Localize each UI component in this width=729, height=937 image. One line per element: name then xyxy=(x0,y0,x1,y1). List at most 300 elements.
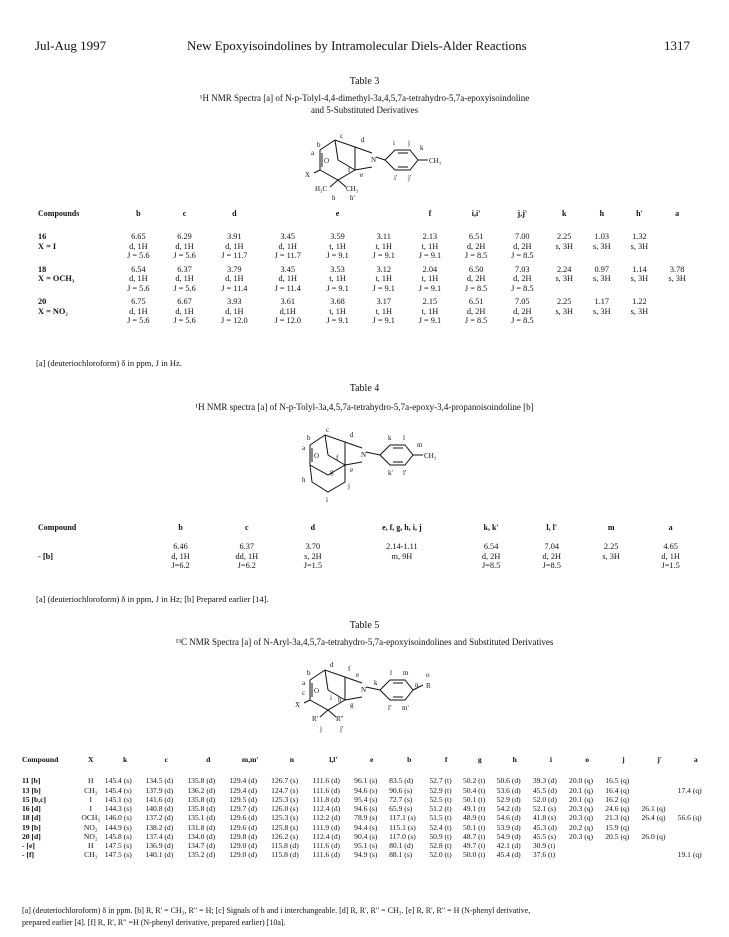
table-cell: 3.61 xyxy=(280,297,296,307)
table-cell: 0.97 xyxy=(594,264,610,274)
table-cell xyxy=(658,307,696,317)
label-h: h xyxy=(302,476,306,484)
table-cell: 147.5 (s) xyxy=(104,841,132,850)
table-cell: t, 1H xyxy=(375,274,393,284)
table-cell: 24.6 (q) xyxy=(605,804,630,813)
table-cell: s, 3H xyxy=(630,241,649,251)
column-header: b xyxy=(407,755,412,764)
table3-nmr-data xyxy=(36,209,696,326)
table-cell: 95.1 (s) xyxy=(354,841,378,850)
table-cell: s, 3H xyxy=(630,274,649,284)
table-cell: 111.6 (d) xyxy=(312,850,340,860)
table-cell: 137.2 (d) xyxy=(145,813,174,823)
label-e: e xyxy=(360,171,364,179)
table-cell: d, 1H xyxy=(175,241,194,251)
table3-footnote: [a] (deuteriochloroform) δ in ppm, J in Hz. xyxy=(36,358,182,368)
table-cell: s, 3H xyxy=(555,306,573,316)
table-cell: J=1.5 xyxy=(661,561,680,571)
label-h3c: H₃C xyxy=(315,185,328,193)
label-k: k xyxy=(388,434,392,442)
table-cell: 11 [b] xyxy=(22,776,41,786)
table-cell: 50.9 (t) xyxy=(429,831,452,841)
column-header: Compound xyxy=(22,755,59,764)
table-cell: NO₂ xyxy=(83,831,98,841)
table-cell xyxy=(569,841,605,850)
table-row xyxy=(22,804,714,813)
table-row xyxy=(36,251,696,263)
table-cell: 126.2 (s) xyxy=(271,831,299,841)
table-cell: 129.6 (d) xyxy=(229,822,258,832)
label-r: R xyxy=(426,682,431,690)
table-cell: J = 11.4 xyxy=(221,283,248,293)
table-cell: J = 5.6 xyxy=(127,283,150,293)
table-cell: 51.2 (t) xyxy=(429,804,452,813)
table-cell: s, 3H xyxy=(555,241,573,251)
table-cell: 7.05 xyxy=(515,297,530,307)
table-cell: 145.1 (s) xyxy=(104,794,132,804)
column-header: Compound xyxy=(38,523,77,532)
table-cell: 117.1 (s) xyxy=(389,813,416,823)
table-row xyxy=(22,770,714,785)
table-cell xyxy=(36,284,115,296)
table-cell: 111.6 (d) xyxy=(312,841,340,850)
table-cell: 94.6 (s) xyxy=(354,804,378,813)
label-c: c xyxy=(302,689,306,697)
column-header: h xyxy=(599,209,605,218)
label-i: i xyxy=(393,139,395,147)
column-header: m xyxy=(607,523,615,532)
table-cell: 49.7 (t) xyxy=(462,841,486,850)
table-row xyxy=(22,823,714,832)
table-cell: H xyxy=(87,776,94,786)
table-cell: 48.7 (t) xyxy=(462,831,486,841)
label-n: N xyxy=(371,156,377,164)
label-o: O xyxy=(314,687,320,695)
table3-caption-line1: ¹H NMR Spectra [a] of N-p-Tolyl-4,4-dimethyl-3a,4,5,7a-tetrahydro-5,7a-epoxyisoindoline xyxy=(199,93,530,103)
table-cell: 2.15 xyxy=(422,297,438,307)
table-cell: J = 8.5 xyxy=(511,251,534,261)
table-cell: 52.4 (t) xyxy=(429,822,452,832)
column-header: i xyxy=(549,755,552,764)
table-cell: t, 1H xyxy=(421,306,439,316)
table-cell: 135.2 (d) xyxy=(187,850,216,860)
table-cell xyxy=(36,251,115,263)
page-number: 1317 xyxy=(664,38,690,53)
column-header: d xyxy=(310,523,316,532)
table-cell: 135.1 (d) xyxy=(187,813,216,823)
table5-footnote-line1: [a] (deuteriochloroform) δ in ppm. [b] R, R' = CH₃, R" = H; [c] Signals of h and i interchangeable. [d] R, R', R" = CH₃. [e] R, R', R" = H (N-phenyl derivative, xyxy=(22,906,531,915)
table-cell xyxy=(582,561,640,571)
table-row xyxy=(22,795,714,804)
table-cell xyxy=(605,841,641,850)
table-cell: 3.17 xyxy=(376,297,392,307)
table-cell: 140.1 (d) xyxy=(145,850,174,860)
table-cell: s, 3H xyxy=(630,306,649,316)
table-cell: 2.14-1.11 xyxy=(386,542,418,552)
table-cell: 16.2 (q) xyxy=(605,794,630,804)
table-cell: 6.46 xyxy=(173,542,188,552)
table-cell: 16.5 (q) xyxy=(605,776,630,786)
table-cell xyxy=(621,251,659,263)
table-cell: s, 3H xyxy=(602,551,620,561)
label-rpp: R" xyxy=(336,715,344,723)
column-header: n xyxy=(289,755,295,764)
table-cell xyxy=(658,225,696,242)
table-cell: 41.8 (s) xyxy=(532,813,557,823)
column-header: b xyxy=(178,523,183,532)
table-cell: J = 9.1 xyxy=(326,283,349,293)
column-header: l,l' xyxy=(329,755,338,764)
table-cell: 52.9 (d) xyxy=(496,794,521,804)
table-cell: 6.51 xyxy=(468,232,484,242)
column-header: a xyxy=(668,523,673,532)
label-c: c xyxy=(340,132,344,140)
table-cell: 26.0 (q) xyxy=(641,831,666,841)
table-cell: J = 8.5 xyxy=(511,283,534,293)
table-cell: J=1.5 xyxy=(303,561,323,571)
column-header: a xyxy=(693,755,698,764)
table-cell: 45.5 (s) xyxy=(532,831,557,841)
table-cell: J = 5.6 xyxy=(173,251,196,261)
table-cell: 137.4 (d) xyxy=(145,831,174,841)
label-ch3: CH₃ xyxy=(429,157,442,165)
table-cell: d, 1H xyxy=(129,306,148,316)
table-cell: 2.24 xyxy=(556,264,572,274)
table3-structure-diagram xyxy=(300,125,460,210)
table-row xyxy=(36,284,696,296)
table-row xyxy=(36,274,696,284)
table-cell: 19.1 (q) xyxy=(677,850,702,860)
table-cell: d, 1H xyxy=(278,241,297,251)
column-header: i,i' xyxy=(471,209,481,218)
table-cell: 145.4 (s) xyxy=(104,776,132,786)
table-cell: 129.6 (d) xyxy=(229,813,258,823)
label-kp: k' xyxy=(388,469,393,477)
label-ch3: CH₃ xyxy=(424,452,437,460)
table-cell: 39.3 (d) xyxy=(532,776,557,786)
table-cell: 56.6 (q) xyxy=(677,813,702,823)
column-header: c xyxy=(182,209,187,218)
table5-caption: ¹³C NMR Spectra [a] of N-Aryl-3a,4,5,7a-tetrahydro-5,7a-epoxyisoindolines and Substituted Derivatives xyxy=(175,637,554,647)
table-row xyxy=(36,295,696,307)
column-header xyxy=(261,209,314,225)
table-cell: J=8.5 xyxy=(481,561,501,571)
table-cell: s, 3H xyxy=(593,306,611,316)
table-cell: 115.8 (d) xyxy=(271,841,299,850)
table-cell: d, 1H xyxy=(278,274,297,284)
table-cell: J = 11.4 xyxy=(274,283,301,293)
table-cell: 65.9 (s) xyxy=(389,804,413,813)
table-row xyxy=(36,561,701,571)
table-cell: CH₃ xyxy=(84,850,98,860)
column-header: d xyxy=(206,755,211,764)
label-b: b xyxy=(307,669,311,677)
table-cell: J = 5.6 xyxy=(173,283,196,293)
table5-structure-diagram xyxy=(290,655,460,740)
table-cell: 52.0 (d) xyxy=(532,794,557,804)
table-cell: J=8.5 xyxy=(542,561,561,571)
table-cell: dd, 1H xyxy=(235,551,259,561)
label-g: g xyxy=(350,701,354,709)
label-j: j xyxy=(408,139,410,147)
label-x: X xyxy=(295,701,301,709)
table-cell: 20.1 (q) xyxy=(569,794,594,804)
column-header: h' xyxy=(636,209,643,218)
table-cell: 135.8 (d) xyxy=(187,794,216,804)
table-cell xyxy=(658,316,696,326)
table-cell: 3.59 xyxy=(330,232,345,242)
table-row xyxy=(36,537,701,552)
table-cell xyxy=(583,284,621,296)
table-cell: 1.22 xyxy=(632,297,647,307)
table-cell: 7.00 xyxy=(515,232,530,242)
table-cell: d, 2H xyxy=(513,274,532,284)
table-cell: 90.4 (s) xyxy=(354,831,378,841)
table-cell: s, 2H xyxy=(304,551,322,561)
table-cell: 52.8 (t) xyxy=(429,841,452,850)
table-cell: 20.3 (q) xyxy=(569,831,594,841)
table-cell: d, 1H xyxy=(129,241,148,251)
table-cell: J = 9.1 xyxy=(372,251,395,261)
table-cell: 6.37 xyxy=(239,542,255,552)
table-cell xyxy=(678,804,714,813)
table-cell: 7.03 xyxy=(515,264,530,274)
table-cell: 145.8 (s) xyxy=(104,831,132,841)
table-cell: - [f] xyxy=(22,850,35,860)
table-cell: 129.8 (d) xyxy=(229,831,258,841)
table-cell: 3.68 xyxy=(330,297,345,307)
table-row xyxy=(36,552,701,562)
table-cell: 134.5 (d) xyxy=(145,776,174,786)
table-cell: 4.65 xyxy=(663,542,678,552)
label-hp: h' xyxy=(350,194,355,202)
table-cell: CH₃ xyxy=(84,785,98,795)
table-cell: 141.6 (d) xyxy=(145,794,174,804)
label-jp: j' xyxy=(340,725,344,733)
table-cell: 52.1 (s) xyxy=(532,804,557,813)
column-header: X xyxy=(87,755,94,764)
label-d: d xyxy=(330,661,334,669)
table-cell: 3.91 xyxy=(227,232,242,242)
table-row xyxy=(22,850,714,859)
table-cell: 50.1 (t) xyxy=(462,822,486,832)
table-cell: 83.5 (d) xyxy=(389,776,414,786)
table-cell: d, 2H xyxy=(513,241,532,251)
label-jp: j' xyxy=(408,174,412,182)
table-cell: 37.6 (t) xyxy=(532,850,556,860)
column-header: o xyxy=(585,755,590,764)
column-header: e xyxy=(335,209,340,218)
table-cell: I xyxy=(89,804,92,813)
table-cell xyxy=(658,242,696,252)
table-cell xyxy=(36,537,150,552)
label-n-carbon: n xyxy=(415,681,419,689)
table-cell: 52.9 (t) xyxy=(429,785,452,795)
label-rp: R' xyxy=(312,715,318,723)
column-header: k xyxy=(561,209,567,218)
column-header: m,m' xyxy=(241,755,259,764)
label-g: g xyxy=(330,468,334,476)
label-a: a xyxy=(302,444,306,452)
table-cell: J = 9.1 xyxy=(372,316,395,326)
table-cell: d, 1H xyxy=(225,306,244,316)
table-cell: 20 [d] xyxy=(22,831,41,841)
table-cell: 2.04 xyxy=(422,264,438,274)
table-cell: d, 1H xyxy=(661,551,680,561)
table-cell: 20.3 (q) xyxy=(569,813,594,823)
table-cell: 88.1 (s) xyxy=(389,850,413,860)
table-cell: 131.8 (d) xyxy=(187,822,216,832)
table-cell: 50.6 (d) xyxy=(496,776,521,786)
table-cell: J = 9.1 xyxy=(326,316,349,326)
table-cell: 111.6 (d) xyxy=(312,785,340,795)
label-n: N xyxy=(361,686,367,694)
label-b: b xyxy=(307,434,311,442)
table-cell: 96.1 (s) xyxy=(354,776,378,786)
table-cell: 6.37 xyxy=(177,264,192,274)
table-cell: 134.7 (d) xyxy=(187,841,216,850)
table-cell: 26.4 (q) xyxy=(641,813,666,823)
column-header: c xyxy=(245,523,249,532)
table4-caption: ¹H NMR spectra [a] of N-p-Tolyl-3a,4,5,7a-tetrahydro-5,7a-epoxy-3,4-propanoisoindoline [b] xyxy=(195,402,534,412)
table-cell: d, 1H xyxy=(225,274,244,284)
table-cell xyxy=(641,795,677,804)
table-cell: X = I xyxy=(38,241,57,251)
table-cell: 20 xyxy=(38,297,47,307)
label-l: l xyxy=(403,434,405,442)
table-cell: 6.50 xyxy=(468,264,484,274)
table-cell: J = 9.1 xyxy=(418,283,442,293)
table-cell xyxy=(641,770,677,785)
table-cell: 30.9 (t) xyxy=(532,841,556,850)
table-cell: 111.9 (d) xyxy=(312,822,340,832)
table-cell xyxy=(658,295,696,307)
label-lp: l' xyxy=(388,704,392,712)
table-cell: J = 9.1 xyxy=(418,251,442,261)
table-cell: 126.0 (s) xyxy=(271,804,299,813)
table-cell xyxy=(678,823,714,832)
column-header: h xyxy=(512,755,517,764)
table5-title: Table 5 xyxy=(349,620,380,631)
table-cell: 20.2 (q) xyxy=(569,822,594,832)
table-cell: s, 3H xyxy=(668,274,686,284)
table-cell: 20.0 (q) xyxy=(569,776,594,786)
table-cell: J = 11.7 xyxy=(221,251,248,261)
table-cell xyxy=(658,284,696,296)
column-header: d xyxy=(232,209,237,218)
table-cell: 134.0 (d) xyxy=(187,831,216,841)
label-i: i xyxy=(330,694,332,702)
table-cell: d, 2H xyxy=(466,274,486,284)
table-cell: 129.7 (d) xyxy=(229,804,258,813)
table-cell: J = 5.6 xyxy=(127,316,150,326)
table-cell xyxy=(569,850,605,859)
table-cell xyxy=(545,251,583,263)
table-cell: 3.45 xyxy=(280,264,296,274)
table-cell: 20.1 (q) xyxy=(569,785,594,795)
table5-nmr-data xyxy=(22,755,714,860)
table-cell: 45.4 (d) xyxy=(496,850,521,860)
table-cell: 125.8 (s) xyxy=(271,822,299,832)
table-cell: 16 xyxy=(38,232,47,242)
label-o: O xyxy=(314,452,320,460)
table-cell: 17.4 (q) xyxy=(677,785,702,795)
table-cell xyxy=(641,823,677,832)
table-cell: 6.75 xyxy=(131,297,146,307)
table-cell: 1.32 xyxy=(632,232,647,242)
table-cell xyxy=(641,841,677,850)
table-cell: X = NO₂ xyxy=(38,306,68,316)
column-header: f xyxy=(444,755,448,764)
table-cell: 52.0 (t) xyxy=(429,850,452,860)
label-x: X xyxy=(305,171,311,179)
column-header: j' xyxy=(657,755,662,764)
table-cell: 1.17 xyxy=(594,297,610,307)
table-cell: J = 8.5 xyxy=(464,316,488,326)
table-cell: d, 1H xyxy=(175,306,194,316)
column-header: g xyxy=(477,755,482,764)
table-cell: 15 [b,c] xyxy=(22,794,47,804)
table-cell: 52.7 (t) xyxy=(429,776,452,786)
table-cell xyxy=(621,316,659,326)
table-cell: s, 3H xyxy=(593,274,611,284)
table-cell: 3.70 xyxy=(305,542,321,552)
table-cell xyxy=(678,841,714,850)
table-cell: J = 12.0 xyxy=(274,316,302,326)
column-header: f xyxy=(428,209,432,218)
table-row xyxy=(36,316,696,326)
running-head-left: Jul-Aug 1997 xyxy=(35,38,107,53)
table-cell xyxy=(36,561,150,571)
column-header: a xyxy=(675,209,680,218)
table-cell: J = 8.5 xyxy=(464,283,488,293)
table-cell: 3.45 xyxy=(280,232,296,242)
table-cell: 112.4 (d) xyxy=(312,804,341,813)
table-cell xyxy=(583,316,621,326)
table-cell: I xyxy=(89,794,92,804)
table-cell: 3.12 xyxy=(376,264,392,274)
table-cell: 1.14 xyxy=(632,264,647,274)
label-m: m xyxy=(417,441,423,449)
table-cell: 80.1 (d) xyxy=(389,841,414,850)
table-cell: 50.1 (t) xyxy=(462,794,486,804)
table-cell: NO₂ xyxy=(83,822,98,832)
label-f: f xyxy=(348,166,351,174)
table-cell: t, 1H xyxy=(375,306,393,316)
table-cell xyxy=(678,795,714,804)
table-cell: 94.4 (s) xyxy=(354,822,378,832)
table-cell: 146.0 (s) xyxy=(104,813,132,823)
table-cell: 51.5 (t) xyxy=(429,813,452,823)
table-cell: t, 1H xyxy=(329,306,346,316)
table-cell: 21.3 (q) xyxy=(605,813,630,823)
table-cell: 19 [b] xyxy=(22,822,41,832)
table-row xyxy=(22,832,714,841)
table-cell xyxy=(621,284,659,296)
table-cell: d, 2H xyxy=(466,241,486,251)
table-cell: 3.11 xyxy=(376,232,391,242)
label-a: a xyxy=(311,149,315,157)
table-cell: 117.0 (s) xyxy=(389,831,416,841)
column-header: e, f, g, h, i, j xyxy=(382,523,422,532)
table-cell: 129.0 (d) xyxy=(229,850,258,860)
table-cell: J=6.2 xyxy=(237,561,256,571)
table-cell: 115.8 (d) xyxy=(271,850,299,860)
label-h: h xyxy=(332,194,336,202)
table-cell: d, 2H xyxy=(481,551,501,561)
table-cell: 72.7 (s) xyxy=(389,794,413,804)
table4-title: Table 4 xyxy=(349,383,380,394)
